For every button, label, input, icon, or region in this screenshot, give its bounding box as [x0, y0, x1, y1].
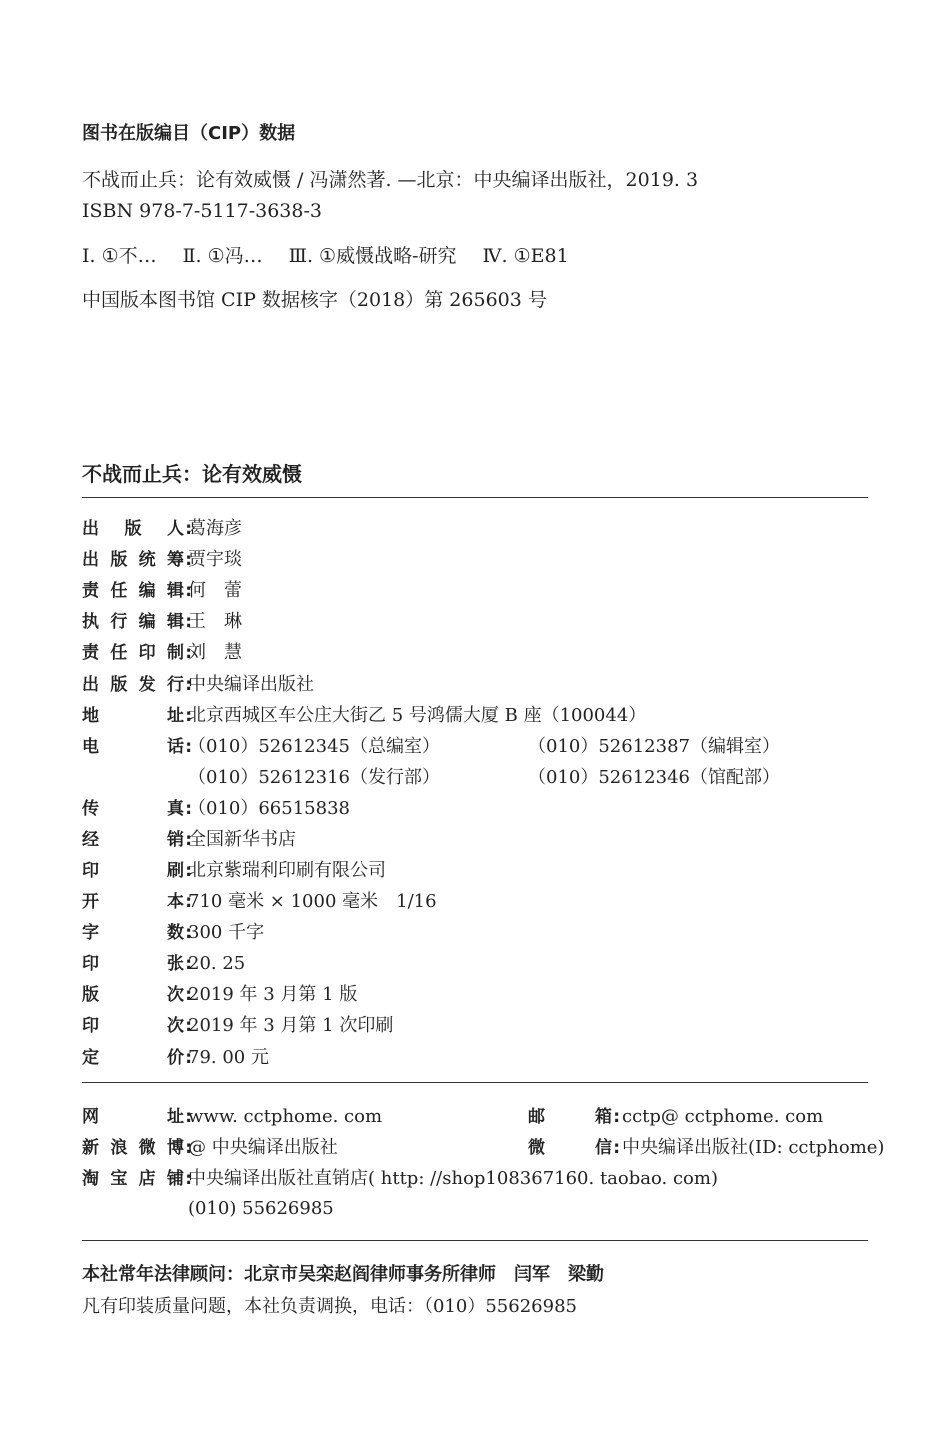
- credit-value: 葛海彦: [188, 518, 242, 539]
- credit-label: 责任印制 :: [82, 640, 184, 666]
- divider: [82, 1082, 868, 1083]
- contact-row: [82, 1135, 885, 1161]
- credit-value: 贾宇琰: [188, 549, 242, 570]
- mail-value[interactable]: cctp@ cctphome. com: [622, 1106, 824, 1127]
- credit-row: [82, 516, 242, 542]
- phone-row: [82, 765, 872, 791]
- spec-label: 字数 :: [82, 920, 184, 946]
- spec-value: 2019 年 3 月第 1 版: [188, 984, 358, 1005]
- class-item: Ⅳ. ①E81: [482, 245, 569, 267]
- spec-label: 定价 :: [82, 1045, 184, 1071]
- credit-label: 出版统筹 :: [82, 547, 184, 573]
- spec-row: [82, 982, 357, 1008]
- divider: [82, 497, 868, 498]
- spec-label: 开本 :: [82, 889, 184, 915]
- contact-row: [82, 1166, 718, 1192]
- credit-value: 刘 慧: [188, 642, 242, 663]
- spec-value: 北京紫瑞利印刷有限公司: [188, 860, 386, 881]
- credit-label: 执行编辑 :: [82, 609, 184, 635]
- phone-value: （010）52612316（发行部）: [188, 767, 440, 788]
- spec-row: [82, 920, 264, 946]
- credit-label: 出版人 :: [82, 516, 184, 542]
- weibo-value: @ 中央编译出版社: [188, 1137, 338, 1158]
- credit-row: [82, 547, 242, 573]
- credit-value: 王 琳: [188, 611, 242, 632]
- web-value[interactable]: www. cctphome. com: [188, 1106, 383, 1127]
- spec-label: 经销 :: [82, 827, 184, 853]
- class-item: Ⅰ. ①不…: [82, 245, 157, 267]
- spec-row: [82, 1013, 393, 1039]
- spec-label: 版次 :: [82, 982, 184, 1008]
- spec-value: 20. 25: [188, 953, 246, 974]
- weibo-label: 新浪微博 :: [82, 1135, 184, 1161]
- credit-row: [82, 609, 242, 635]
- cip-bibliographic-line: 不战而止兵：论有效威慑 / 冯潇然著. —北京：中央编译出版社，2019. 3: [82, 169, 699, 191]
- credit-label: 地址 :: [82, 703, 184, 729]
- spec-row: [82, 1045, 269, 1071]
- phone-value: （010）52612387（编辑室）: [528, 736, 780, 757]
- credit-value: 中央编译出版社: [188, 674, 314, 695]
- legal-counsel: [82, 1260, 604, 1286]
- divider: [82, 1240, 868, 1241]
- phone-row: [82, 734, 872, 760]
- mail-label: 邮箱 :: [528, 1104, 612, 1130]
- class-item: Ⅲ. ①威慑战略-研究: [288, 245, 457, 267]
- taobao-label: 淘宝店铺 :: [82, 1166, 184, 1192]
- cip-number: 中国版本图书馆 CIP 数据核字（2018）第 265603 号: [82, 289, 547, 311]
- spec-row: [82, 858, 386, 884]
- phone-label: 电话 :: [82, 734, 184, 760]
- credit-label: 责任编辑 :: [82, 578, 184, 604]
- phone-value: （010）52612346（馆配部）: [528, 767, 780, 788]
- spec-value: 全国新华书店: [188, 829, 296, 850]
- spec-row: [82, 889, 437, 915]
- cip-isbn: ISBN 978-7-5117-3638-3: [82, 200, 322, 222]
- wechat-value: 中央编译出版社(ID: cctphome): [622, 1137, 885, 1158]
- spec-label: 印张 :: [82, 951, 184, 977]
- class-item: Ⅱ. ①冯…: [182, 245, 263, 267]
- spec-label: 印次 :: [82, 1013, 184, 1039]
- credit-row: [82, 640, 242, 666]
- credit-row: [82, 578, 242, 604]
- spec-row: [82, 951, 245, 977]
- legal-line: 本社常年法律顾问：北京市吴栾赵阎律师事务所律师: [82, 1264, 496, 1285]
- credit-row: [82, 703, 646, 729]
- credit-value: 北京西城区车公庄大街乙 5 号鸿儒大厦 B 座（100044）: [188, 705, 647, 726]
- spec-row: [82, 796, 350, 822]
- book-title: 不战而止兵：论有效威慑: [82, 462, 302, 486]
- spec-value: 79. 00 元: [188, 1047, 269, 1068]
- spec-value: 300 千字: [188, 922, 265, 943]
- credit-value: 何 蕾: [188, 580, 242, 601]
- web-label: 网址 :: [82, 1104, 184, 1130]
- cip-classification: [82, 244, 872, 268]
- spec-value: （010）66515838: [188, 798, 350, 819]
- taobao-phone: (010) 55626985: [188, 1198, 334, 1219]
- spec-value: 710 毫米 × 1000 毫米 1/16: [188, 891, 437, 912]
- wechat-label: 微信 :: [528, 1135, 612, 1161]
- contact-row: [82, 1104, 872, 1130]
- lawyer-name: 闫军: [514, 1264, 550, 1285]
- contact-row: [82, 1196, 334, 1222]
- lawyer-name: 梁勤: [568, 1264, 604, 1285]
- spec-label: 印刷 :: [82, 858, 184, 884]
- taobao-value[interactable]: 中央编译出版社直销店( http: //shop108367160. taobao. com): [188, 1168, 718, 1189]
- quality-notice: 凡有印装质量问题，本社负责调换，电话：（010）55626985: [82, 1296, 577, 1317]
- spec-value: 2019 年 3 月第 1 次印刷: [188, 1015, 394, 1036]
- phone-value: （010）52612345（总编室）: [188, 736, 440, 757]
- credit-label: 出版发行 :: [82, 672, 184, 698]
- credit-row: [82, 672, 314, 698]
- spec-row: [82, 827, 296, 853]
- spec-label: 传真 :: [82, 796, 184, 822]
- cip-title: 图书在版编目（CIP）数据: [82, 123, 296, 144]
